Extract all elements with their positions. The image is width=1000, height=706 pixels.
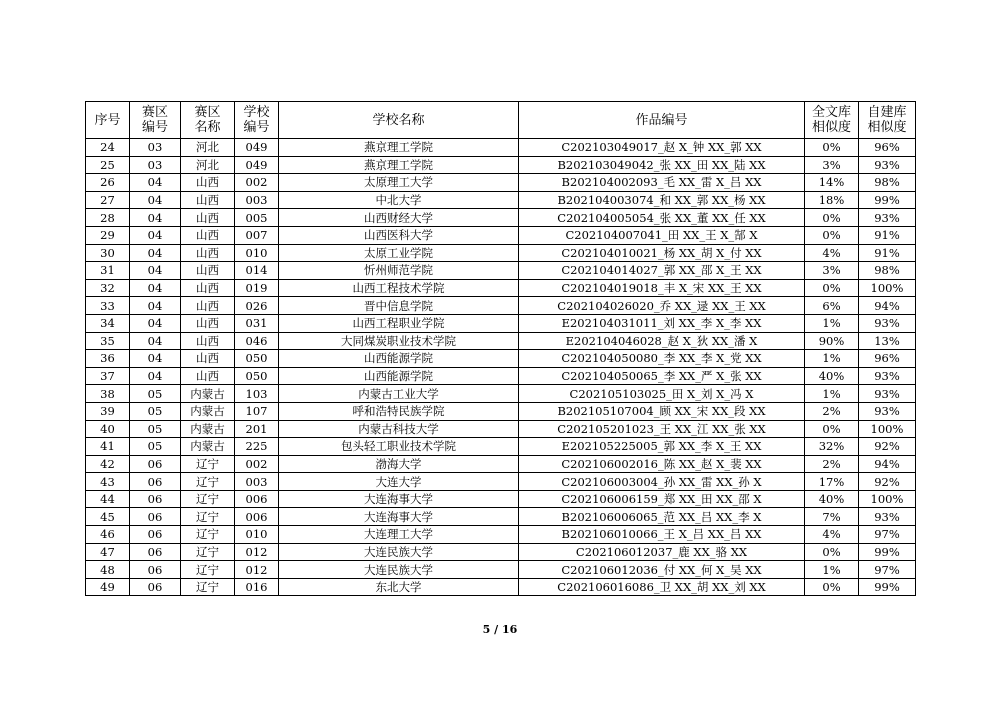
cell-region-name: 辽宁	[181, 473, 235, 491]
cell-region-name: 山西	[181, 262, 235, 280]
table-row	[86, 385, 916, 403]
table-row	[86, 350, 916, 368]
cell-work-id: E202105225005_郭 XX_李 X_王 XX	[519, 438, 805, 456]
cell-full-db-similarity: 32%	[805, 438, 859, 456]
cell-full-db-similarity: 40%	[805, 490, 859, 508]
cell-school-code: 225	[235, 438, 279, 456]
cell-region-code: 04	[130, 226, 181, 244]
cell-school-name: 大连民族大学	[279, 543, 519, 561]
header-label: 自建库	[867, 105, 907, 120]
table-row	[86, 578, 916, 596]
cell-index: 43	[86, 473, 130, 491]
table-row	[86, 297, 916, 315]
table-header-row	[86, 102, 916, 139]
table-row	[86, 561, 916, 579]
cell-region-code: 04	[130, 209, 181, 227]
header-label: 编号	[243, 120, 270, 135]
cell-index: 26	[86, 174, 130, 192]
cell-self-db-similarity: 13%	[859, 332, 916, 350]
cell-self-db-similarity: 93%	[859, 508, 916, 526]
col-header-region-name	[181, 102, 235, 139]
table-row	[86, 314, 916, 332]
col-header-self-db-similarity	[859, 102, 916, 139]
cell-school-name: 晋中信息学院	[279, 297, 519, 315]
col-header-full-db-similarity	[805, 102, 859, 139]
cell-self-db-similarity: 98%	[859, 262, 916, 280]
table-row	[86, 191, 916, 209]
cell-self-db-similarity: 93%	[859, 209, 916, 227]
cell-index: 28	[86, 209, 130, 227]
cell-school-name: 燕京理工学院	[279, 156, 519, 174]
cell-region-code: 04	[130, 174, 181, 192]
table-row	[86, 332, 916, 350]
cell-self-db-similarity: 94%	[859, 297, 916, 315]
cell-self-db-similarity: 100%	[859, 420, 916, 438]
cell-index: 30	[86, 244, 130, 262]
cell-index: 34	[86, 314, 130, 332]
cell-region-code: 04	[130, 279, 181, 297]
cell-region-name: 内蒙古	[181, 420, 235, 438]
cell-school-code: 046	[235, 332, 279, 350]
header-label: 名称	[194, 120, 221, 135]
cell-work-id: C202105103025_田 X_刘 X_冯 X	[519, 385, 805, 403]
cell-work-id: E202104046028_赵 X_狄 XX_潘 X	[519, 332, 805, 350]
cell-region-code: 03	[130, 156, 181, 174]
cell-school-name: 大连理工大学	[279, 526, 519, 544]
cell-self-db-similarity: 96%	[859, 139, 916, 157]
cell-work-id: B202106010066_王 X_吕 XX_吕 XX	[519, 526, 805, 544]
cell-region-name: 山西	[181, 279, 235, 297]
cell-region-name: 辽宁	[181, 543, 235, 561]
col-header-school-name	[279, 102, 519, 139]
cell-school-code: 014	[235, 262, 279, 280]
table-row	[86, 438, 916, 456]
cell-work-id: B202103049042_张 XX_田 XX_陆 XX	[519, 156, 805, 174]
cell-school-name: 山西医科大学	[279, 226, 519, 244]
cell-full-db-similarity: 0%	[805, 543, 859, 561]
cell-full-db-similarity: 1%	[805, 385, 859, 403]
cell-region-name: 辽宁	[181, 561, 235, 579]
cell-work-id: B202104003074_和 XX_郭 XX_杨 XX	[519, 191, 805, 209]
cell-school-name: 山西工程技术学院	[279, 279, 519, 297]
cell-work-id: C202104050080_李 XX_李 X_党 XX	[519, 350, 805, 368]
cell-index: 24	[86, 139, 130, 157]
cell-school-name: 山西财经大学	[279, 209, 519, 227]
cell-region-name: 山西	[181, 314, 235, 332]
cell-region-name: 辽宁	[181, 526, 235, 544]
cell-full-db-similarity: 0%	[805, 420, 859, 438]
cell-index: 45	[86, 508, 130, 526]
cell-region-code: 06	[130, 543, 181, 561]
cell-full-db-similarity: 0%	[805, 226, 859, 244]
cell-region-code: 04	[130, 314, 181, 332]
cell-work-id: C202104014027_郭 XX_邵 X_王 XX	[519, 262, 805, 280]
table-row	[86, 490, 916, 508]
cell-work-id: B202106006065_范 XX_吕 XX_李 X	[519, 508, 805, 526]
cell-region-code: 04	[130, 350, 181, 368]
cell-work-id: C202105201023_王 XX_江 XX_张 XX	[519, 420, 805, 438]
cell-index: 27	[86, 191, 130, 209]
cell-index: 31	[86, 262, 130, 280]
table-row	[86, 209, 916, 227]
cell-work-id: C202104050065_李 XX_严 X_张 XX	[519, 367, 805, 385]
cell-school-code: 031	[235, 314, 279, 332]
results-table	[85, 101, 916, 596]
cell-school-code: 026	[235, 297, 279, 315]
col-header-work-id	[519, 102, 805, 139]
cell-school-name: 大连海事大学	[279, 490, 519, 508]
cell-index: 38	[86, 385, 130, 403]
cell-self-db-similarity: 91%	[859, 226, 916, 244]
cell-school-name: 忻州师范学院	[279, 262, 519, 280]
cell-full-db-similarity: 7%	[805, 508, 859, 526]
cell-self-db-similarity: 96%	[859, 350, 916, 368]
cell-region-name: 内蒙古	[181, 402, 235, 420]
cell-self-db-similarity: 99%	[859, 543, 916, 561]
cell-full-db-similarity: 3%	[805, 156, 859, 174]
header-label: 学校名称	[372, 112, 425, 128]
cell-region-code: 04	[130, 262, 181, 280]
cell-region-name: 辽宁	[181, 508, 235, 526]
cell-full-db-similarity: 6%	[805, 297, 859, 315]
cell-school-name: 内蒙古科技大学	[279, 420, 519, 438]
cell-self-db-similarity: 97%	[859, 561, 916, 579]
table-row	[86, 473, 916, 491]
cell-work-id: C202106006159_郑 XX_田 XX_邵 X	[519, 490, 805, 508]
cell-region-code: 04	[130, 244, 181, 262]
cell-region-name: 山西	[181, 332, 235, 350]
cell-work-id: C202106012036_付 XX_何 X_吴 XX	[519, 561, 805, 579]
cell-self-db-similarity: 93%	[859, 385, 916, 403]
cell-school-code: 010	[235, 244, 279, 262]
cell-work-id: E202104031011_刘 XX_李 X_李 XX	[519, 314, 805, 332]
cell-work-id: C202104026020_乔 XX_逯 XX_王 XX	[519, 297, 805, 315]
cell-full-db-similarity: 18%	[805, 191, 859, 209]
cell-school-name: 太原工业学院	[279, 244, 519, 262]
cell-self-db-similarity: 92%	[859, 473, 916, 491]
cell-region-name: 河北	[181, 156, 235, 174]
cell-school-code: 002	[235, 455, 279, 473]
cell-school-code: 016	[235, 578, 279, 596]
cell-school-name: 山西能源学院	[279, 367, 519, 385]
cell-full-db-similarity: 3%	[805, 262, 859, 280]
table-row	[86, 156, 916, 174]
cell-school-code: 010	[235, 526, 279, 544]
cell-self-db-similarity: 100%	[859, 490, 916, 508]
table-row	[86, 526, 916, 544]
cell-index: 49	[86, 578, 130, 596]
cell-region-code: 04	[130, 191, 181, 209]
header-label: 学校	[243, 105, 270, 120]
cell-school-name: 内蒙古工业大学	[279, 385, 519, 403]
cell-region-name: 山西	[181, 367, 235, 385]
cell-school-code: 002	[235, 174, 279, 192]
cell-school-name: 渤海大学	[279, 455, 519, 473]
cell-index: 33	[86, 297, 130, 315]
cell-school-name: 大连大学	[279, 473, 519, 491]
header-label: 赛区	[141, 105, 168, 120]
cell-region-name: 山西	[181, 209, 235, 227]
cell-full-db-similarity: 1%	[805, 350, 859, 368]
cell-work-id: C202103049017_赵 X_钟 XX_郭 XX	[519, 139, 805, 157]
cell-school-code: 050	[235, 367, 279, 385]
cell-self-db-similarity: 93%	[859, 314, 916, 332]
cell-region-code: 06	[130, 561, 181, 579]
cell-work-id: C202104010021_杨 XX_胡 X_付 XX	[519, 244, 805, 262]
cell-self-db-similarity: 99%	[859, 191, 916, 209]
cell-full-db-similarity: 0%	[805, 139, 859, 157]
cell-school-code: 006	[235, 490, 279, 508]
cell-index: 44	[86, 490, 130, 508]
cell-region-code: 06	[130, 473, 181, 491]
cell-full-db-similarity: 1%	[805, 561, 859, 579]
table-row	[86, 174, 916, 192]
cell-region-code: 06	[130, 526, 181, 544]
cell-school-name: 山西能源学院	[279, 350, 519, 368]
cell-full-db-similarity: 14%	[805, 174, 859, 192]
cell-school-code: 019	[235, 279, 279, 297]
table-row	[86, 543, 916, 561]
cell-region-name: 河北	[181, 139, 235, 157]
cell-school-name: 东北大学	[279, 578, 519, 596]
cell-index: 32	[86, 279, 130, 297]
cell-region-code: 04	[130, 297, 181, 315]
cell-school-name: 中北大学	[279, 191, 519, 209]
cell-full-db-similarity: 0%	[805, 578, 859, 596]
table-row	[86, 139, 916, 157]
cell-full-db-similarity: 40%	[805, 367, 859, 385]
header-label: 编号	[141, 120, 168, 135]
table-row	[86, 367, 916, 385]
table-row	[86, 455, 916, 473]
cell-self-db-similarity: 99%	[859, 578, 916, 596]
cell-region-code: 06	[130, 578, 181, 596]
header-label: 赛区	[194, 105, 221, 120]
cell-region-code: 05	[130, 438, 181, 456]
cell-region-name: 内蒙古	[181, 385, 235, 403]
cell-full-db-similarity: 4%	[805, 526, 859, 544]
cell-index: 37	[86, 367, 130, 385]
cell-index: 46	[86, 526, 130, 544]
cell-school-name: 太原理工大学	[279, 174, 519, 192]
cell-school-code: 049	[235, 156, 279, 174]
cell-full-db-similarity: 1%	[805, 314, 859, 332]
cell-region-name: 山西	[181, 297, 235, 315]
cell-index: 39	[86, 402, 130, 420]
col-header-index	[86, 102, 130, 139]
cell-index: 47	[86, 543, 130, 561]
cell-region-code: 03	[130, 139, 181, 157]
cell-full-db-similarity: 0%	[805, 209, 859, 227]
cell-region-code: 05	[130, 385, 181, 403]
cell-index: 29	[86, 226, 130, 244]
cell-school-name: 大连民族大学	[279, 561, 519, 579]
cell-full-db-similarity: 2%	[805, 455, 859, 473]
cell-region-name: 辽宁	[181, 578, 235, 596]
cell-work-id: C202104007041_田 XX_王 X_郜 X	[519, 226, 805, 244]
cell-school-code: 012	[235, 543, 279, 561]
cell-school-code: 006	[235, 508, 279, 526]
cell-index: 36	[86, 350, 130, 368]
cell-school-code: 107	[235, 402, 279, 420]
table-row	[86, 402, 916, 420]
cell-school-code: 201	[235, 420, 279, 438]
cell-index: 42	[86, 455, 130, 473]
table-body	[86, 139, 916, 596]
cell-index: 48	[86, 561, 130, 579]
cell-school-code: 049	[235, 139, 279, 157]
cell-index: 40	[86, 420, 130, 438]
cell-region-code: 06	[130, 455, 181, 473]
cell-region-code: 05	[130, 402, 181, 420]
cell-region-code: 04	[130, 367, 181, 385]
cell-self-db-similarity: 93%	[859, 367, 916, 385]
header-label: 相似度	[811, 120, 851, 135]
header-label: 序号	[94, 112, 121, 128]
cell-region-name: 辽宁	[181, 490, 235, 508]
cell-school-name: 呼和浩特民族学院	[279, 402, 519, 420]
cell-region-name: 山西	[181, 226, 235, 244]
cell-full-db-similarity: 4%	[805, 244, 859, 262]
table-row	[86, 508, 916, 526]
cell-full-db-similarity: 0%	[805, 279, 859, 297]
cell-self-db-similarity: 100%	[859, 279, 916, 297]
cell-self-db-similarity: 93%	[859, 402, 916, 420]
cell-school-name: 包头轻工职业技术学院	[279, 438, 519, 456]
cell-work-id: C202106016086_卫 XX_胡 XX_刘 XX	[519, 578, 805, 596]
cell-school-name: 大同煤炭职业技术学院	[279, 332, 519, 350]
cell-school-code: 050	[235, 350, 279, 368]
cell-index: 25	[86, 156, 130, 174]
cell-region-code: 05	[130, 420, 181, 438]
table-row	[86, 279, 916, 297]
header-label: 全文库	[811, 105, 851, 120]
cell-region-name: 内蒙古	[181, 438, 235, 456]
page-number: 5 / 16	[482, 623, 518, 636]
cell-work-id: B202104002093_毛 XX_雷 X_吕 XX	[519, 174, 805, 192]
cell-region-name: 山西	[181, 174, 235, 192]
col-header-school-code	[235, 102, 279, 139]
cell-work-id: C202104005054_张 XX_董 XX_任 XX	[519, 209, 805, 227]
cell-self-db-similarity: 94%	[859, 455, 916, 473]
table-row	[86, 262, 916, 280]
cell-school-code: 103	[235, 385, 279, 403]
col-header-region-code	[130, 102, 181, 139]
cell-school-name: 燕京理工学院	[279, 139, 519, 157]
cell-work-id: C202106012037_鹿 XX_骆 XX	[519, 543, 805, 561]
cell-region-name: 山西	[181, 191, 235, 209]
cell-school-code: 012	[235, 561, 279, 579]
cell-index: 41	[86, 438, 130, 456]
cell-full-db-similarity: 2%	[805, 402, 859, 420]
cell-school-code: 003	[235, 473, 279, 491]
table-row	[86, 226, 916, 244]
cell-work-id: B202105107004_顾 XX_宋 XX_段 XX	[519, 402, 805, 420]
cell-work-id: C202106002016_陈 XX_赵 X_裴 XX	[519, 455, 805, 473]
cell-self-db-similarity: 98%	[859, 174, 916, 192]
cell-school-name: 山西工程职业学院	[279, 314, 519, 332]
cell-work-id: C202104019018_丰 X_宋 XX_王 XX	[519, 279, 805, 297]
cell-region-code: 06	[130, 490, 181, 508]
cell-region-name: 辽宁	[181, 455, 235, 473]
cell-school-name: 大连海事大学	[279, 508, 519, 526]
table-row	[86, 420, 916, 438]
cell-self-db-similarity: 92%	[859, 438, 916, 456]
cell-full-db-similarity: 90%	[805, 332, 859, 350]
cell-work-id: C202106003004_孙 XX_雷 XX_孙 X	[519, 473, 805, 491]
cell-region-code: 04	[130, 332, 181, 350]
cell-region-name: 山西	[181, 350, 235, 368]
cell-self-db-similarity: 93%	[859, 156, 916, 174]
header-label: 相似度	[867, 120, 907, 135]
cell-index: 35	[86, 332, 130, 350]
cell-region-name: 山西	[181, 244, 235, 262]
cell-school-code: 003	[235, 191, 279, 209]
cell-school-code: 007	[235, 226, 279, 244]
header-label: 作品编号	[635, 112, 688, 128]
cell-full-db-similarity: 17%	[805, 473, 859, 491]
cell-self-db-similarity: 91%	[859, 244, 916, 262]
table-row	[86, 244, 916, 262]
cell-self-db-similarity: 97%	[859, 526, 916, 544]
cell-school-code: 005	[235, 209, 279, 227]
cell-region-code: 06	[130, 508, 181, 526]
